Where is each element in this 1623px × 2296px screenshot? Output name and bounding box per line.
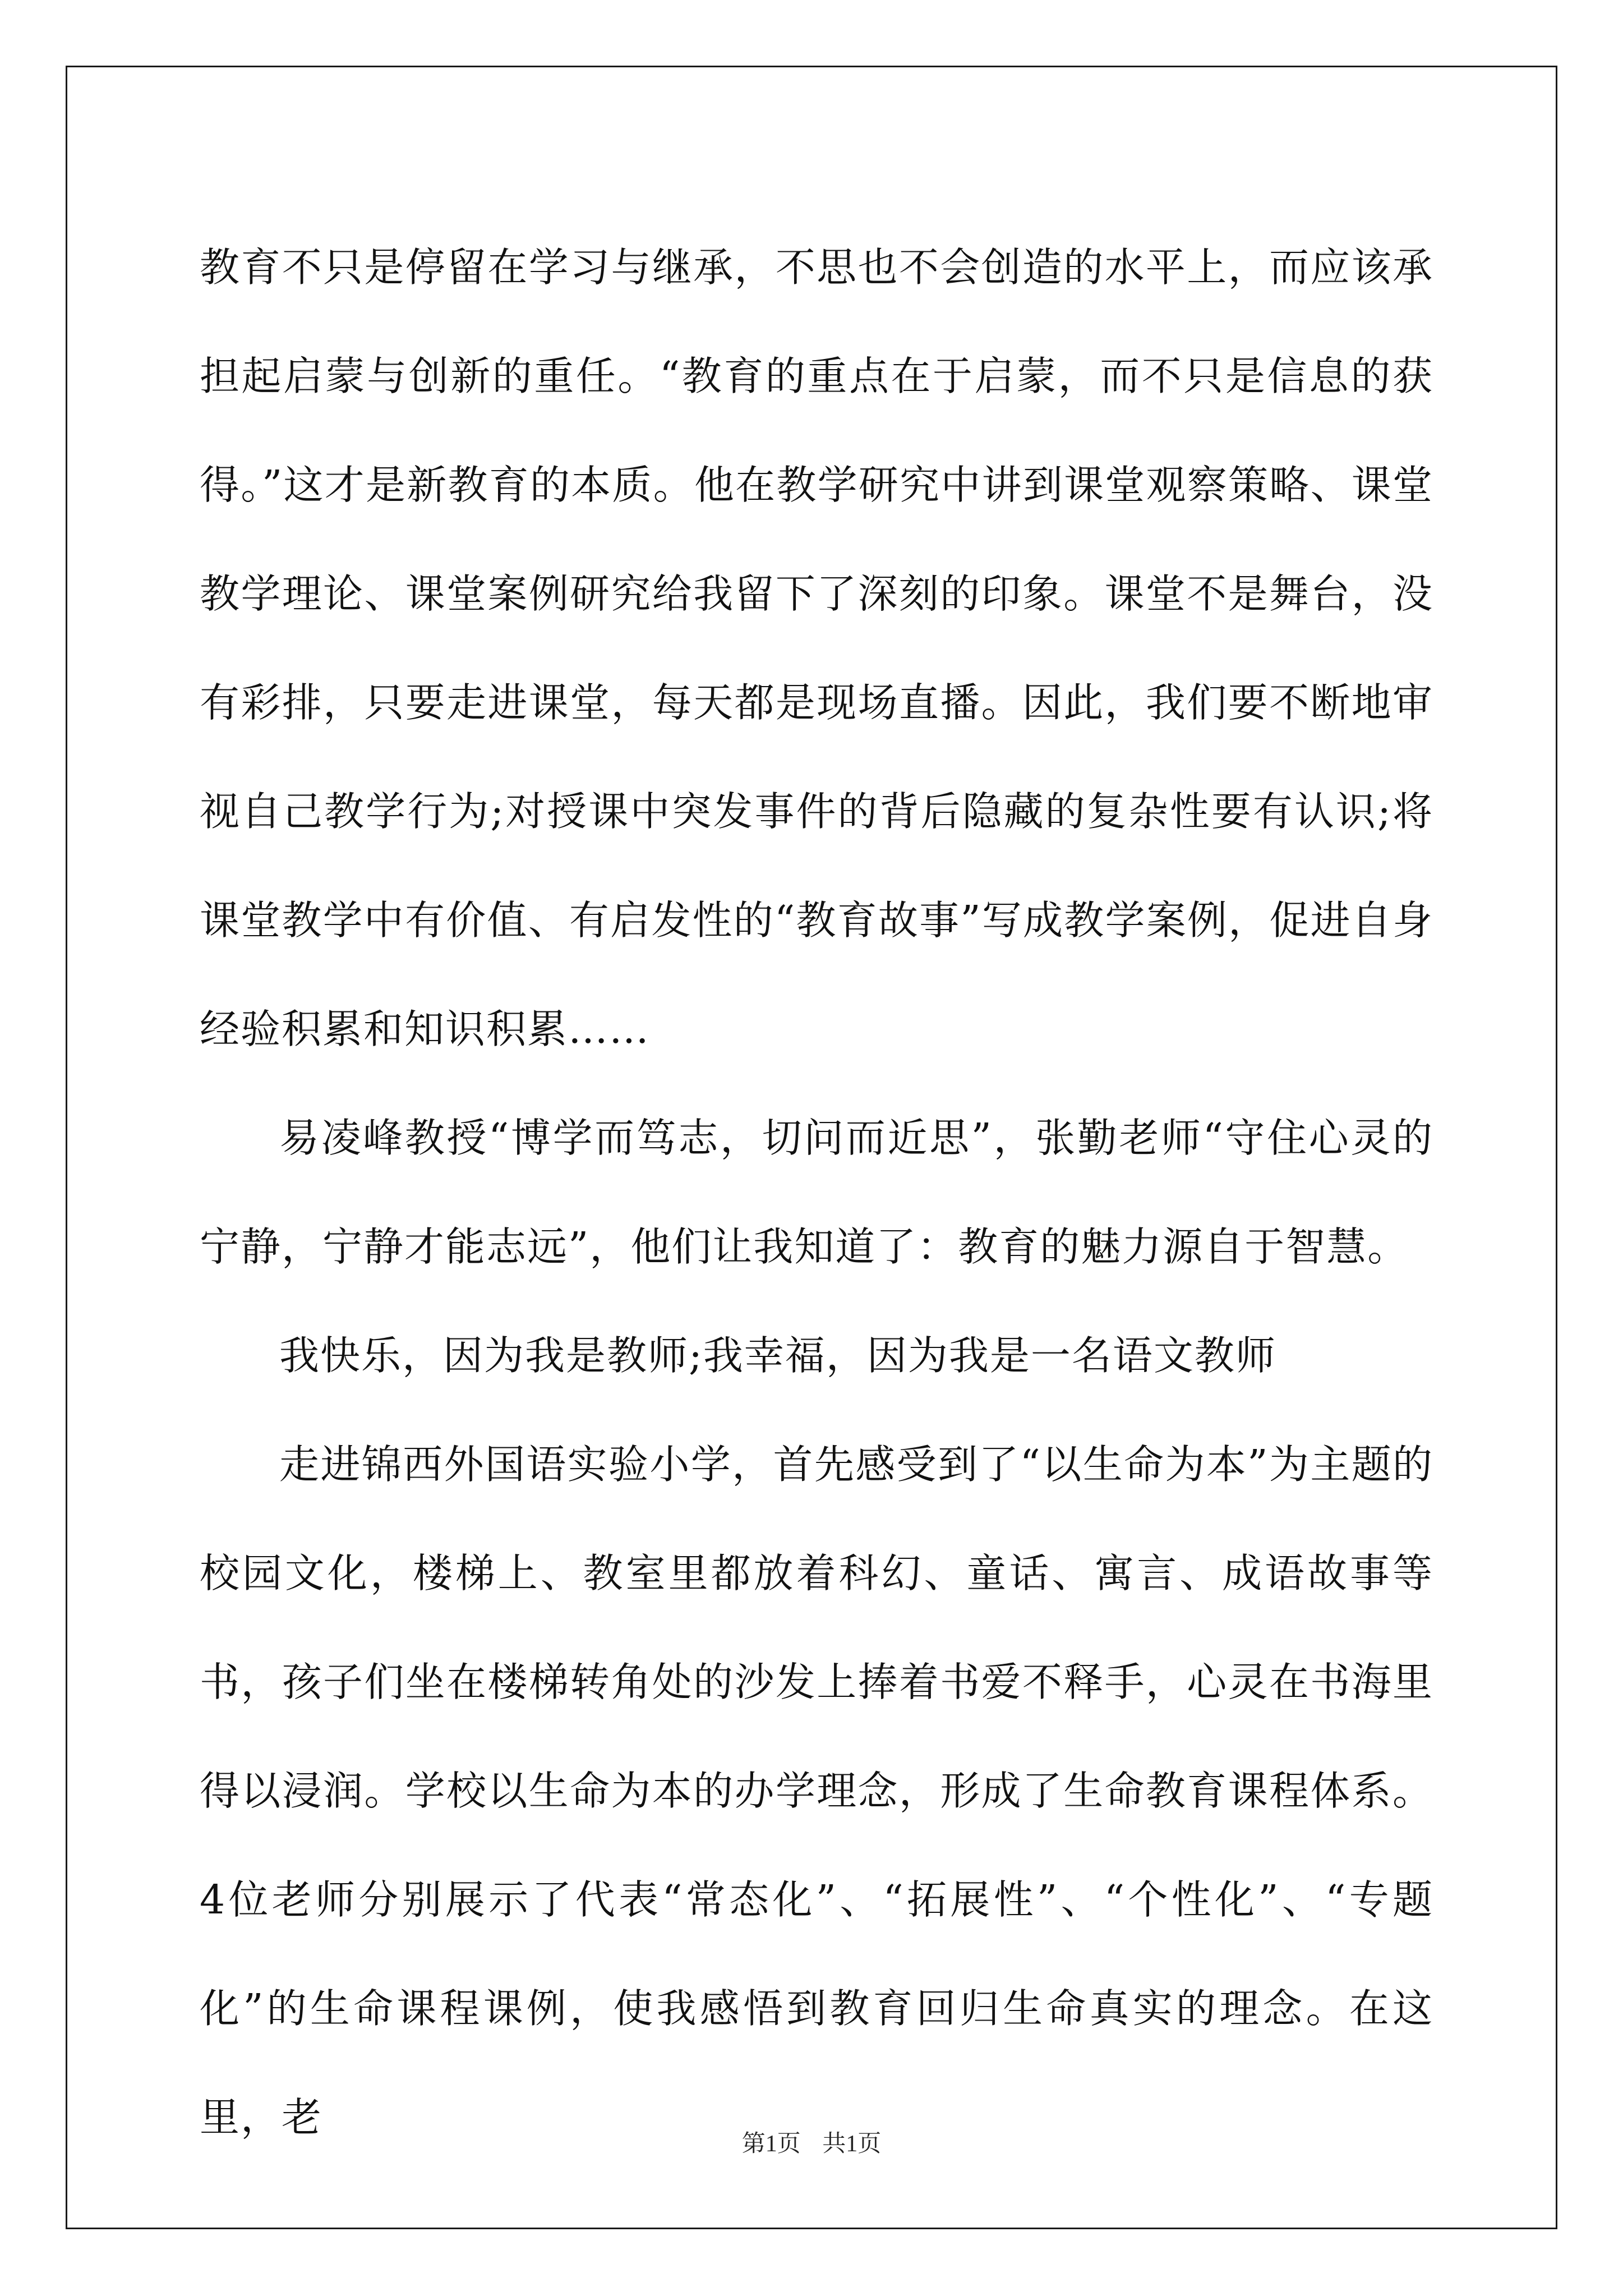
paragraph-professor-quotes: 易凌峰教授“博学而笃志，切问而近思”，张勤老师“守住心灵的宁静，宁静才能志远”，他们让我知道了：教育的魅力源自于智慧。 [200,1115,1433,1270]
page-number: 第1页 [741,2131,801,2157]
page-footer [0,2125,1623,2159]
paragraph-school-visit: 走进锦西外国语实验小学，首先感受到了“以生命为本”为主题的校园文化，楼梯上、教室里都放着科幻、童话、寓言、成语故事等书，孩子们坐在楼梯转角处的沙发上捧着书爱不释手，心灵在书海里得以浸润。学校以生命为本的办学理念，形成了生命教育课程体系。4位老师分别展示了代表“常态化”、“拓展性”、“个性化”、“专题化”的生命课程课例，使我感悟到教育回归生命真实的理念。在这里，老 [200,1441,1433,2141]
paragraph-education-innovation: 教育不只是停留在学习与继承，不思也不会创造的水平上，而应该承担起启蒙与创新的重任。“教育的重点在于启蒙，而不只是信息的获得。”这才是新教育的本质。他在教学研究中讲到课堂观察策略、课堂教学理论、课堂案例研究给我留下了深刻的印象。课堂不是舞台，没有彩排，只要走进课堂，每天都是现场直播。因此，我们要不断地审视自己教学行为;对授课中突发事件的背后隐藏的复杂性要有认识;将课堂教学中有价值、有启发性的“教育故事”写成教学案例，促进自身经验积累和知识积累…… [200,244,1433,1052]
total-pages: 共1页 [822,2131,882,2157]
document-body [200,213,1433,2172]
paragraph-happy-teacher: 我快乐，因为我是教师;我幸福，因为我是一名语文教师 [279,1332,1276,1379]
